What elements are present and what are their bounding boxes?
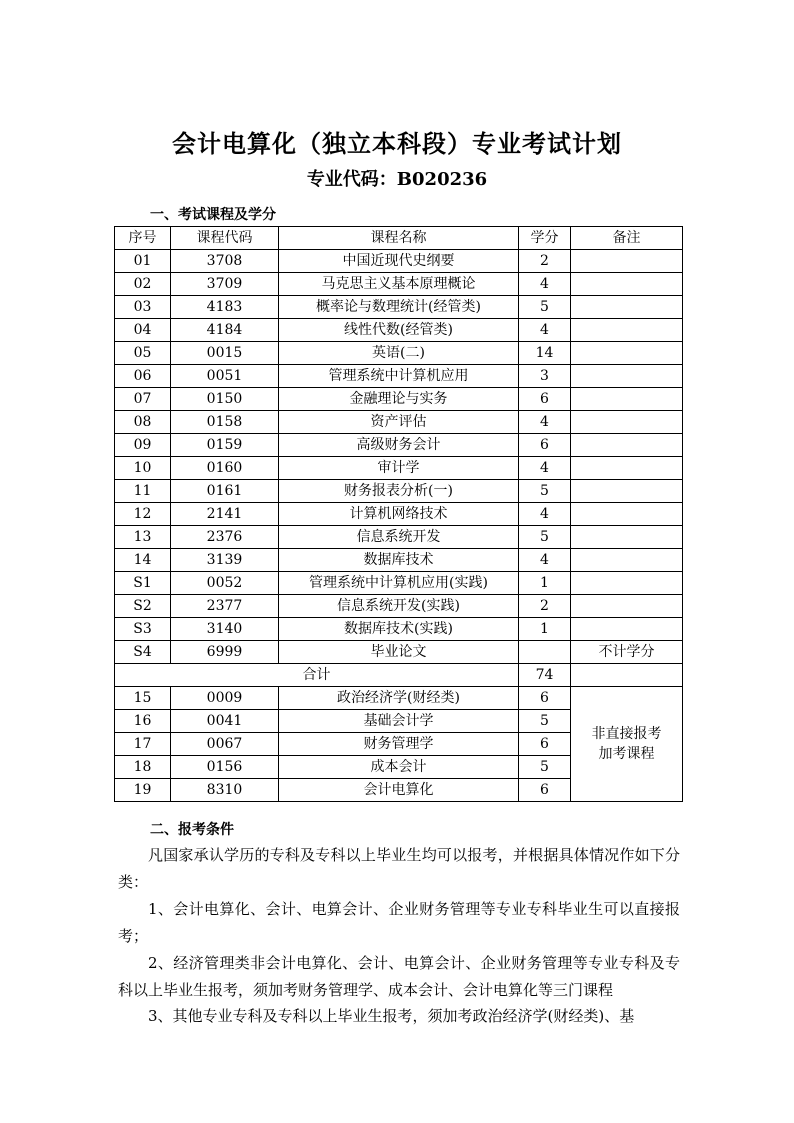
note-cell [571,549,683,572]
course-name-cell: 财务管理学 [279,733,519,756]
extra-note-line: 非直接报考 [591,726,662,742]
condition-paragraph: 凡国家承认学历的专科及专科以上毕业生均可以报考，并根据具体情况作如下分类： [118,846,680,891]
note-cell [571,618,683,641]
credits-cell: 2 [519,595,571,618]
seq-cell: 02 [115,273,171,296]
table-row [115,388,683,411]
note-cell [571,526,683,549]
course-code-cell: 6999 [171,641,279,664]
seq-cell: 09 [115,434,171,457]
seq-cell: 15 [115,687,171,710]
credits-cell: 1 [519,618,571,641]
table-row [115,480,683,503]
table-row [115,595,683,618]
extra-note-line: 加考课程 [598,746,655,762]
credits-cell: 6 [519,388,571,411]
seq-cell: 08 [115,411,171,434]
table-row [115,411,683,434]
credits-cell: 1 [519,572,571,595]
note-cell [571,250,683,273]
course-name-cell: 财务报表分析(一) [279,480,519,503]
seq-cell: S3 [115,618,171,641]
course-code-cell: 0041 [171,710,279,733]
seq-cell: 06 [115,365,171,388]
header-seq: 序号 [115,227,171,250]
total-row [115,664,683,687]
seq-cell: 16 [115,710,171,733]
note-cell [571,480,683,503]
course-name-cell: 英语(二) [279,342,519,365]
credits-cell: 5 [519,526,571,549]
table-row [115,503,683,526]
header-course-name: 课程名称 [279,227,519,250]
table-row [115,365,683,388]
course-code-cell: 3709 [171,273,279,296]
note-cell [571,342,683,365]
seq-cell: 12 [115,503,171,526]
header-course-code: 课程代码 [171,227,279,250]
course-name-cell: 成本会计 [279,756,519,779]
table-row [115,687,683,710]
course-code-cell: 4183 [171,296,279,319]
course-code-cell: 3140 [171,618,279,641]
seq-cell: S2 [115,595,171,618]
course-code-cell: 0052 [171,572,279,595]
table-row [115,549,683,572]
credits-cell: 4 [519,457,571,480]
course-name-cell: 资产评估 [279,411,519,434]
note-cell [571,572,683,595]
note-cell [571,365,683,388]
seq-cell: 04 [115,319,171,342]
course-code-cell: 8310 [171,779,279,802]
course-name-cell: 数据库技术 [279,549,519,572]
credits-cell [519,641,571,664]
extra-note-cell [571,687,683,802]
course-code-cell: 0156 [171,756,279,779]
course-name-cell: 计算机网络技术 [279,503,519,526]
credits-cell: 14 [519,342,571,365]
course-code-cell: 2376 [171,526,279,549]
section-heading-courses: 一、考试课程及学分 [150,207,276,223]
seq-cell: 17 [115,733,171,756]
note-cell: 不计学分 [571,641,683,664]
note-cell [571,296,683,319]
credits-cell: 5 [519,296,571,319]
credits-cell: 6 [519,779,571,802]
course-code-cell: 0158 [171,411,279,434]
course-name-cell: 毕业论文 [279,641,519,664]
credits-cell: 4 [519,503,571,526]
seq-cell: 11 [115,480,171,503]
course-code-cell: 0161 [171,480,279,503]
course-code-cell: 0159 [171,434,279,457]
course-code-cell: 2377 [171,595,279,618]
course-name-cell: 政治经济学(财经类) [279,687,519,710]
table-row [115,618,683,641]
credits-cell: 5 [519,480,571,503]
header-note: 备注 [571,227,683,250]
page-title: 会计电算化（独立本科段）专业考试计划 [172,129,622,158]
note-cell [571,411,683,434]
course-name-cell: 审计学 [279,457,519,480]
course-name-cell: 数据库技术(实践) [279,618,519,641]
course-code-cell: 0150 [171,388,279,411]
note-cell [571,434,683,457]
condition-paragraph: 3、其他专业专科及专科以上毕业生报考，须加考政治经济学(财经类)、基 [148,1007,635,1025]
note-cell [571,457,683,480]
seq-cell: S1 [115,572,171,595]
table-row [115,457,683,480]
section-heading-conditions: 二、报考条件 [150,822,234,838]
table-row [115,434,683,457]
credits-cell: 6 [519,434,571,457]
table-row [115,273,683,296]
credits-cell: 6 [519,687,571,710]
seq-cell: 18 [115,756,171,779]
credits-cell: 2 [519,250,571,273]
course-name-cell: 管理系统中计算机应用 [279,365,519,388]
table-row [115,572,683,595]
course-code-cell: 3139 [171,549,279,572]
table-row [115,319,683,342]
seq-cell: 07 [115,388,171,411]
seq-cell: 01 [115,250,171,273]
credits-cell: 4 [519,549,571,572]
table-row [115,641,683,664]
condition-paragraph: 2、经济管理类非会计电算化、会计、电算会计、企业财务管理等专业专科及专科以上毕业生报考，须加考财务管理学、成本会计、会计电算化等三门课程 [118,954,680,999]
exam-plan-table [114,226,683,802]
course-code-cell: 3708 [171,250,279,273]
course-code-cell: 0009 [171,687,279,710]
note-cell [571,595,683,618]
seq-cell: 03 [115,296,171,319]
note-cell [571,503,683,526]
course-name-cell: 线性代数(经管类) [279,319,519,342]
course-name-cell: 金融理论与实务 [279,388,519,411]
course-code-cell: 0160 [171,457,279,480]
table-row [115,526,683,549]
note-cell [571,273,683,296]
seq-cell: 10 [115,457,171,480]
credits-cell: 4 [519,411,571,434]
table-row [115,342,683,365]
credits-cell: 5 [519,710,571,733]
note-cell [571,664,683,687]
course-name-cell: 会计电算化 [279,779,519,802]
course-code-cell: 4184 [171,319,279,342]
header-credits: 学分 [519,227,571,250]
major-code: 专业代码：B020236 [306,169,488,190]
course-name-cell: 管理系统中计算机应用(实践) [279,572,519,595]
course-name-cell: 基础会计学 [279,710,519,733]
credits-cell: 4 [519,273,571,296]
course-name-cell: 信息系统开发(实践) [279,595,519,618]
course-name-cell: 概率论与数理统计(经管类) [279,296,519,319]
credits-cell: 5 [519,756,571,779]
total-label-cell: 合计 [115,664,519,687]
course-code-cell: 0051 [171,365,279,388]
seq-cell: 19 [115,779,171,802]
table-header-row [115,227,683,250]
condition-paragraph: 1、会计电算化、会计、电算会计、企业财务管理等专业专科毕业生可以直接报考； [118,900,680,945]
course-code-cell: 0067 [171,733,279,756]
total-credits-cell: 74 [519,664,571,687]
seq-cell: S4 [115,641,171,664]
credits-cell: 3 [519,365,571,388]
course-code-cell: 0015 [171,342,279,365]
course-name-cell: 高级财务会计 [279,434,519,457]
table-row [115,250,683,273]
table-row [115,296,683,319]
note-cell [571,388,683,411]
course-code-cell: 2141 [171,503,279,526]
credits-cell: 4 [519,319,571,342]
note-cell [571,319,683,342]
course-name-cell: 信息系统开发 [279,526,519,549]
course-name-cell: 马克思主义基本原理概论 [279,273,519,296]
seq-cell: 13 [115,526,171,549]
course-name-cell: 中国近现代史纲要 [279,250,519,273]
credits-cell: 6 [519,733,571,756]
seq-cell: 05 [115,342,171,365]
seq-cell: 14 [115,549,171,572]
